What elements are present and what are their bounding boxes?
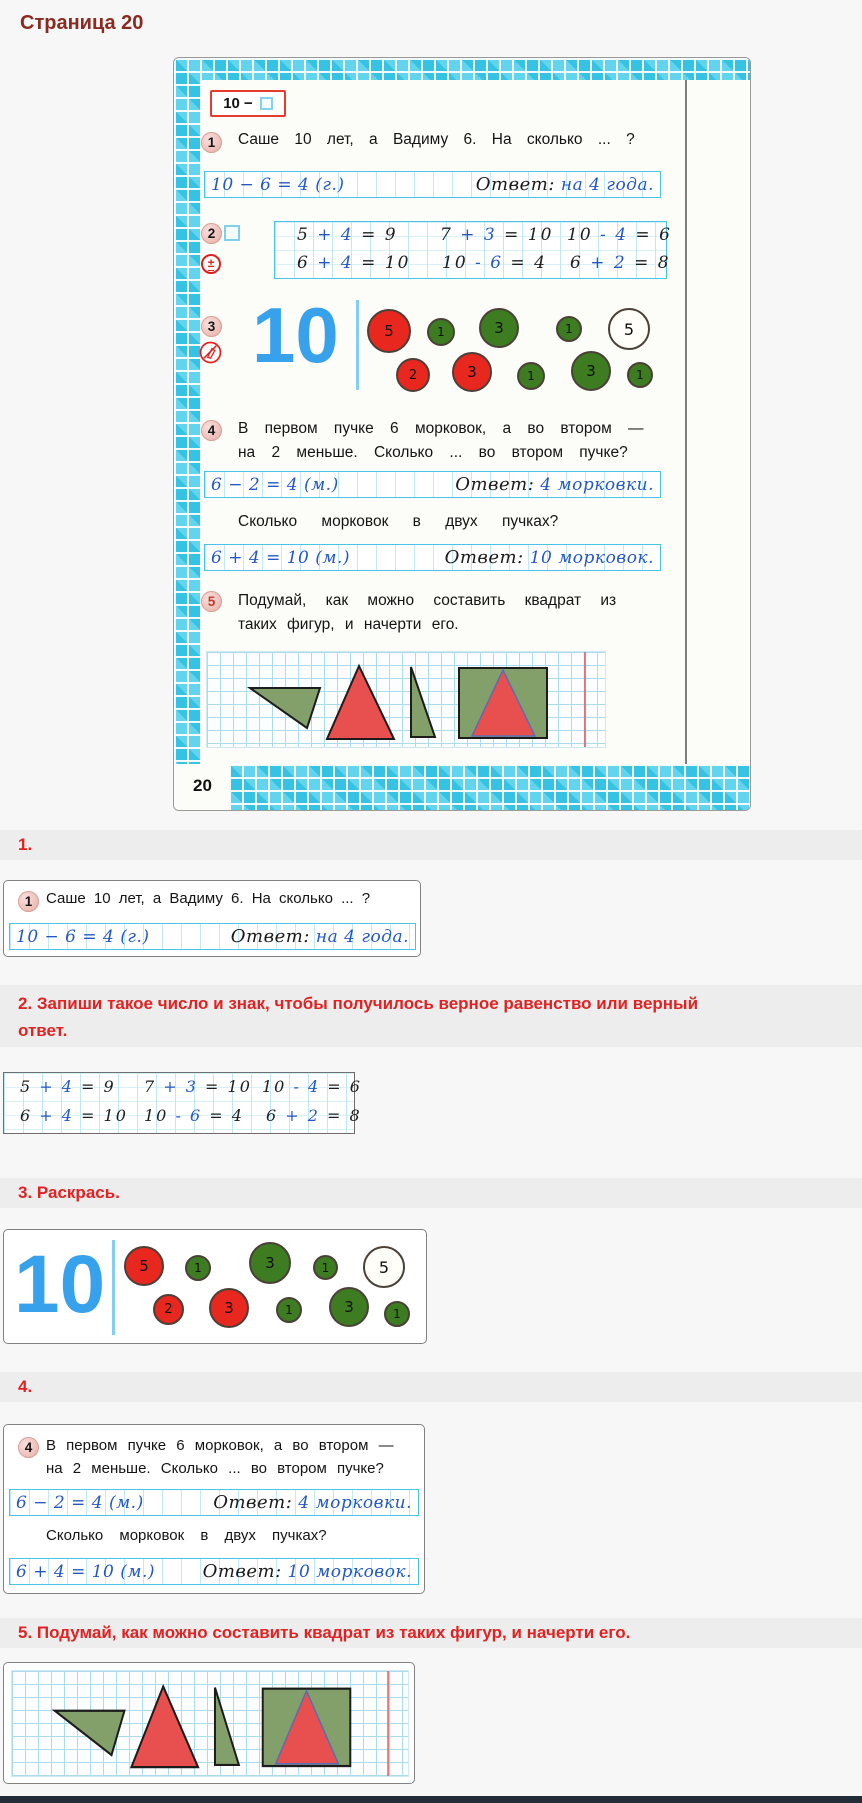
section1-box <box>3 880 421 957</box>
task1-text: Саше 10 лет, а Вадиму 6. На сколько ... ? <box>238 131 635 148</box>
section3-box <box>3 1229 427 1344</box>
equation: 6 + 2 = 8 <box>570 253 671 273</box>
task4-answer-line2 <box>204 544 661 571</box>
task1-badge: 1 <box>18 891 39 912</box>
counter-circle: 1 <box>384 1301 410 1327</box>
page-corner <box>174 764 229 811</box>
counter-circle: 3 <box>452 352 492 392</box>
task4-answer1: 4 морковки. <box>298 1492 412 1513</box>
counter-circle: 1 <box>185 1255 211 1281</box>
equation-row <box>4 1077 362 1103</box>
task5-text-line1: Подумай, как можно составить квадрат из <box>238 592 617 609</box>
equation: 7 + 3 = 10 <box>440 225 554 245</box>
task4-answer-group2 <box>445 547 654 568</box>
green-obtuse-triangle <box>55 1711 125 1755</box>
task1-answer-label: Ответ: <box>230 926 310 947</box>
section2-equation-grid <box>3 1072 362 1134</box>
equation: 10 - 4 = 6 <box>567 225 672 245</box>
equation: 6 + 4 = 10 <box>20 1106 128 1125</box>
counter-circle: 3 <box>571 351 611 391</box>
counter-circle: 5 <box>608 308 650 350</box>
task4-answer1-label: Ответ: <box>455 474 535 495</box>
task4-solution1: 6 − 2 = 4 (м.) <box>16 1492 144 1513</box>
section5-box <box>3 1662 415 1784</box>
counter-circle: 3 <box>209 1288 249 1328</box>
plus-minus-icon: ± <box>201 254 221 274</box>
task3-badge: 3 <box>201 316 222 337</box>
equation-row <box>275 225 672 251</box>
task1-answer: на 4 года. <box>560 174 654 195</box>
task1-badge: 1 <box>201 132 222 153</box>
big-number-10: 10 <box>252 291 339 379</box>
counter-circle: 3 <box>329 1287 369 1327</box>
counter-circle: 5 <box>363 1246 405 1288</box>
task1-answer-label: Ответ: <box>475 174 555 195</box>
section1-heading-band <box>0 830 862 860</box>
task4-text-line2: на 2 меньше. Сколько ... во втором пучке? <box>46 1460 384 1477</box>
task4-answer-group1 <box>213 1492 412 1513</box>
task5-badge: 5 <box>201 591 222 612</box>
task1-answer-group <box>231 926 409 947</box>
task1-answer-line <box>9 923 416 950</box>
divider-line <box>112 1240 115 1335</box>
task4-solution1: 6 − 2 = 4 (м.) <box>211 474 339 495</box>
task4-answer-line1 <box>9 1489 419 1516</box>
green-obtuse-triangle <box>250 688 320 728</box>
checker-border-left <box>174 58 201 764</box>
section5-drawing-grid <box>11 1670 409 1777</box>
task4-answer2: 10 морковок. <box>529 547 654 568</box>
task5-text-line2: таких фигур, и начерти его. <box>238 616 459 633</box>
task1-answer: на 4 года. <box>315 926 409 947</box>
counter-circle: 1 <box>276 1297 302 1323</box>
counter-circle: 1 <box>556 316 582 342</box>
task4-question2: Сколько морковок в двух пучках? <box>46 1527 327 1544</box>
task4-text-line1: В первом пучке 6 морковок, а во втором — <box>238 420 644 437</box>
task1-answer-line <box>204 171 661 198</box>
notebook-edge-line <box>685 80 687 764</box>
section3-heading-band <box>0 1178 862 1208</box>
section5-heading-band <box>0 1618 862 1648</box>
page-title: Страница 20 <box>20 12 144 34</box>
task4-answer-line1 <box>204 471 661 498</box>
equation: 6 + 2 = 8 <box>266 1106 362 1125</box>
section3-heading: 3. Раскрась. <box>18 1183 120 1202</box>
section5-heading: 5. Подумай, как можно составить квадрат из таких фигур, и начерти его. <box>18 1623 631 1642</box>
topic-box-label: 10 − <box>223 95 253 112</box>
equation-row <box>4 1106 362 1132</box>
topic-box <box>210 90 286 117</box>
equation: 10 - 6 = 4 <box>442 253 547 273</box>
task4-answer2-label: Ответ: <box>444 547 524 568</box>
equation: 10 - 6 = 4 <box>144 1106 244 1125</box>
green-narrow-triangle <box>411 667 435 737</box>
equation: 6 + 4 = 10 <box>297 253 411 273</box>
task2-equation-grid <box>274 221 672 279</box>
task4-answer-line2 <box>9 1558 419 1585</box>
task1-solution: 10 − 6 = 4 (г.) <box>16 926 150 947</box>
task1-text: Саше 10 лет, а Вадиму 6. На сколько ... ? <box>46 890 371 907</box>
counter-circle: 3 <box>479 308 519 348</box>
green-narrow-triangle <box>215 1688 239 1765</box>
equation: 10 - 4 = 6 <box>262 1077 362 1096</box>
counter-circle: 5 <box>124 1246 164 1286</box>
task4-solution2: 6 + 4 = 10 (м.) <box>16 1561 156 1582</box>
counter-circle: 1 <box>627 362 653 388</box>
section4-box <box>3 1424 425 1594</box>
empty-answer-square <box>260 97 273 110</box>
task4-text-line1: В первом пучке 6 морковок, а во втором — <box>46 1437 394 1454</box>
answer-square <box>224 225 240 241</box>
task4-answer1-label: Ответ: <box>213 1492 293 1513</box>
shapes-figure <box>12 1671 408 1776</box>
counter-circle: 5 <box>367 309 411 353</box>
section1-heading: 1. <box>18 835 33 854</box>
task5-drawing-grid <box>206 651 606 748</box>
counter-circle: 1 <box>427 318 455 346</box>
task1-solution: 10 − 6 = 4 (г.) <box>211 174 345 195</box>
divider-line <box>356 300 359 390</box>
task4-question2: Сколько морковок в двух пучках? <box>238 513 559 530</box>
equation: 5 + 4 = 9 <box>20 1077 116 1096</box>
page-number: 20 <box>193 776 212 795</box>
equation: 7 + 3 = 10 <box>144 1077 252 1096</box>
red-triangle <box>131 1686 198 1767</box>
bottom-bar <box>0 1796 862 1803</box>
shapes-figure <box>207 652 605 747</box>
equation: 5 + 4 = 9 <box>297 225 398 245</box>
task4-answer2: 10 морковок. <box>287 1561 412 1582</box>
checker-border-bottom <box>229 764 751 811</box>
checker-border-top <box>174 58 751 80</box>
equation-row <box>275 253 671 279</box>
task4-solution2: 6 + 4 = 10 (м.) <box>211 547 351 568</box>
section4-heading-band <box>0 1372 862 1402</box>
task4-answer-group1 <box>455 474 654 495</box>
big-number-10: 10 <box>14 1239 106 1330</box>
counter-circle: 2 <box>153 1294 184 1325</box>
counter-circle: 3 <box>249 1242 291 1284</box>
section4-heading: 4. <box>18 1377 33 1396</box>
coloring-pencil-icon <box>199 341 222 364</box>
task4-badge: 4 <box>201 420 222 441</box>
counter-circle: 1 <box>517 362 545 390</box>
section2-heading-band <box>0 985 862 1047</box>
task2-badge: 2 <box>201 223 222 244</box>
counter-circle: 2 <box>396 358 430 392</box>
counter-circle: 1 <box>313 1255 338 1280</box>
section2-heading: 2. Запиши такое число и знак, чтобы получилось верное равенство или верный ответ. <box>18 994 699 1040</box>
task4-answer2-label: Ответ: <box>202 1561 282 1582</box>
red-triangle <box>327 666 394 739</box>
task4-answer-group2 <box>203 1561 412 1582</box>
workbook-page-photo <box>173 57 751 811</box>
task4-text-line2: на 2 меньше. Сколько ... во втором пучке? <box>238 444 628 461</box>
task4-badge: 4 <box>18 1437 39 1458</box>
task1-answer-group <box>476 174 654 195</box>
task4-answer1: 4 морковки. <box>540 474 654 495</box>
